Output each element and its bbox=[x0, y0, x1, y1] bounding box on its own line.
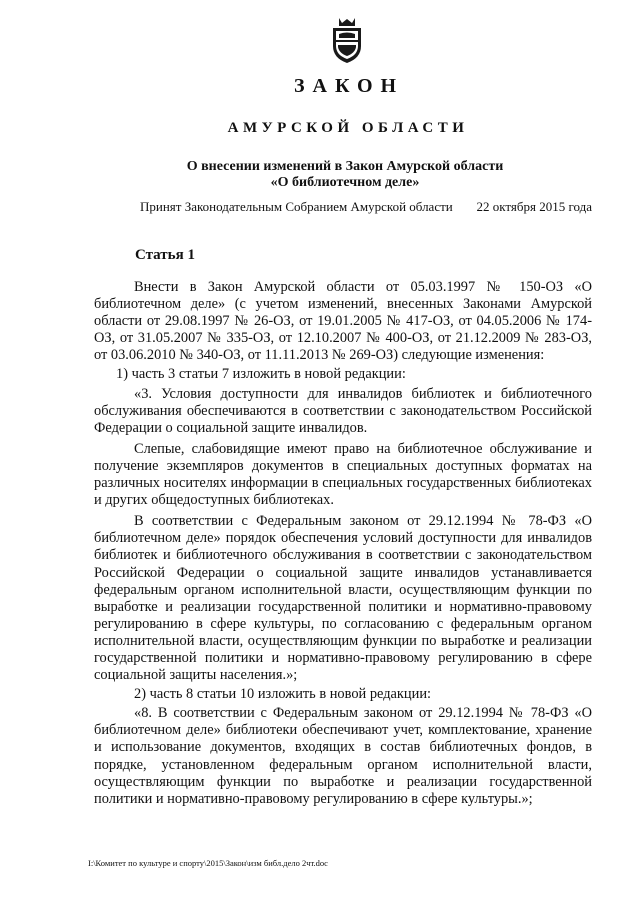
article-paragraph: «8. В соответствии с Федеральным законом от 29.12.1994 № 78-ФЗ «О библиотечном деле» библиотеки обеспечивают учет, комплектование, хранение и использование документов, входящих в состав библиотечных фондов, в порядке, установленном федеральным органом исполнительной власти, осуществляющим функции по выработке и реализации государственной политики и нормативно-правовому регулированию в сфере культуры.»; bbox=[94, 705, 592, 807]
article-paragraph: В соответствии с Федеральным законом от 29.12.1994 № 78-ФЗ «О библиотечном деле» порядок обеспечения условий доступности для инвалидов библиотек и библиотечного обслуживания в соответствии с законодательством Российской Федерации о социальной защите инвалидов устанавливается федеральным органом исполнительной власти, осуществляющим функции по выработке и реализации государственной политики и нормативно-правовому регулированию в сфере культуры, по согласованию с федеральным органом исполнительной власти, осуществляющим функции по выработке и реализации государственной политики и нормативно-правовому регулированию в сфере социальной защиты населения.»; bbox=[94, 513, 592, 684]
article-heading: Статья 1 bbox=[135, 247, 195, 263]
adoption-text: Принят Законодательным Собранием Амурской области bbox=[140, 199, 453, 214]
article-paragraph: Внести в Закон Амурской области от 05.03.1997 № 150-ОЗ «О библиотечном деле» (с учетом изменений, внесенных Законами Амурской области от 29.08.1997 № 26-ОЗ, от 19.01.2005 № 417-ОЗ, от 04.05.2006 № 174-ОЗ, от 31.05.2007 № 335-ОЗ, от 12.10.2007 № 400-ОЗ, от 21.12.2009 № 283-ОЗ, от 03.06.2010 № 340-ОЗ, от 11.11.2013 № 269-ОЗ) следующие изменения: bbox=[94, 279, 592, 364]
article-paragraph: 2) часть 8 статьи 10 изложить в новой редакции: bbox=[134, 686, 432, 703]
file-path-footer: I:\Комитет по культуре и спорту\2015\Закон\изм библ.дело 2чт.doc bbox=[88, 858, 328, 868]
adoption-line bbox=[140, 199, 592, 215]
law-subtitle bbox=[0, 159, 640, 191]
article-body bbox=[94, 279, 592, 812]
article-paragraph: «3. Условия доступности для инвалидов библиотек и библиотечного обслуживания обеспечиваются в соответствии с законодательством Российской Федерации о социальной защите инвалидов. bbox=[94, 385, 592, 436]
article-paragraph: Слепые, слабовидящие имеют право на библиотечное обслуживание и получение экземпляров документов в специальных доступных форматах на различных носителях информации в специальных государственных библиотеках и других общедоступных библиотеках. bbox=[94, 440, 592, 509]
coat-of-arms-icon bbox=[329, 14, 365, 64]
subtitle-line: О внесении изменений в Закон Амурской области bbox=[186, 159, 504, 174]
article-paragraph: 1) часть 3 статьи 7 изложить в новой редакции: bbox=[116, 366, 406, 383]
adoption-date: 22 октября 2015 года bbox=[476, 199, 592, 214]
document-title: ЗАКОН bbox=[293, 75, 405, 97]
region-heading: АМУРСКОЙ ОБЛАСТИ bbox=[227, 120, 469, 136]
subtitle-line: «О библиотечном деле» bbox=[270, 175, 420, 190]
